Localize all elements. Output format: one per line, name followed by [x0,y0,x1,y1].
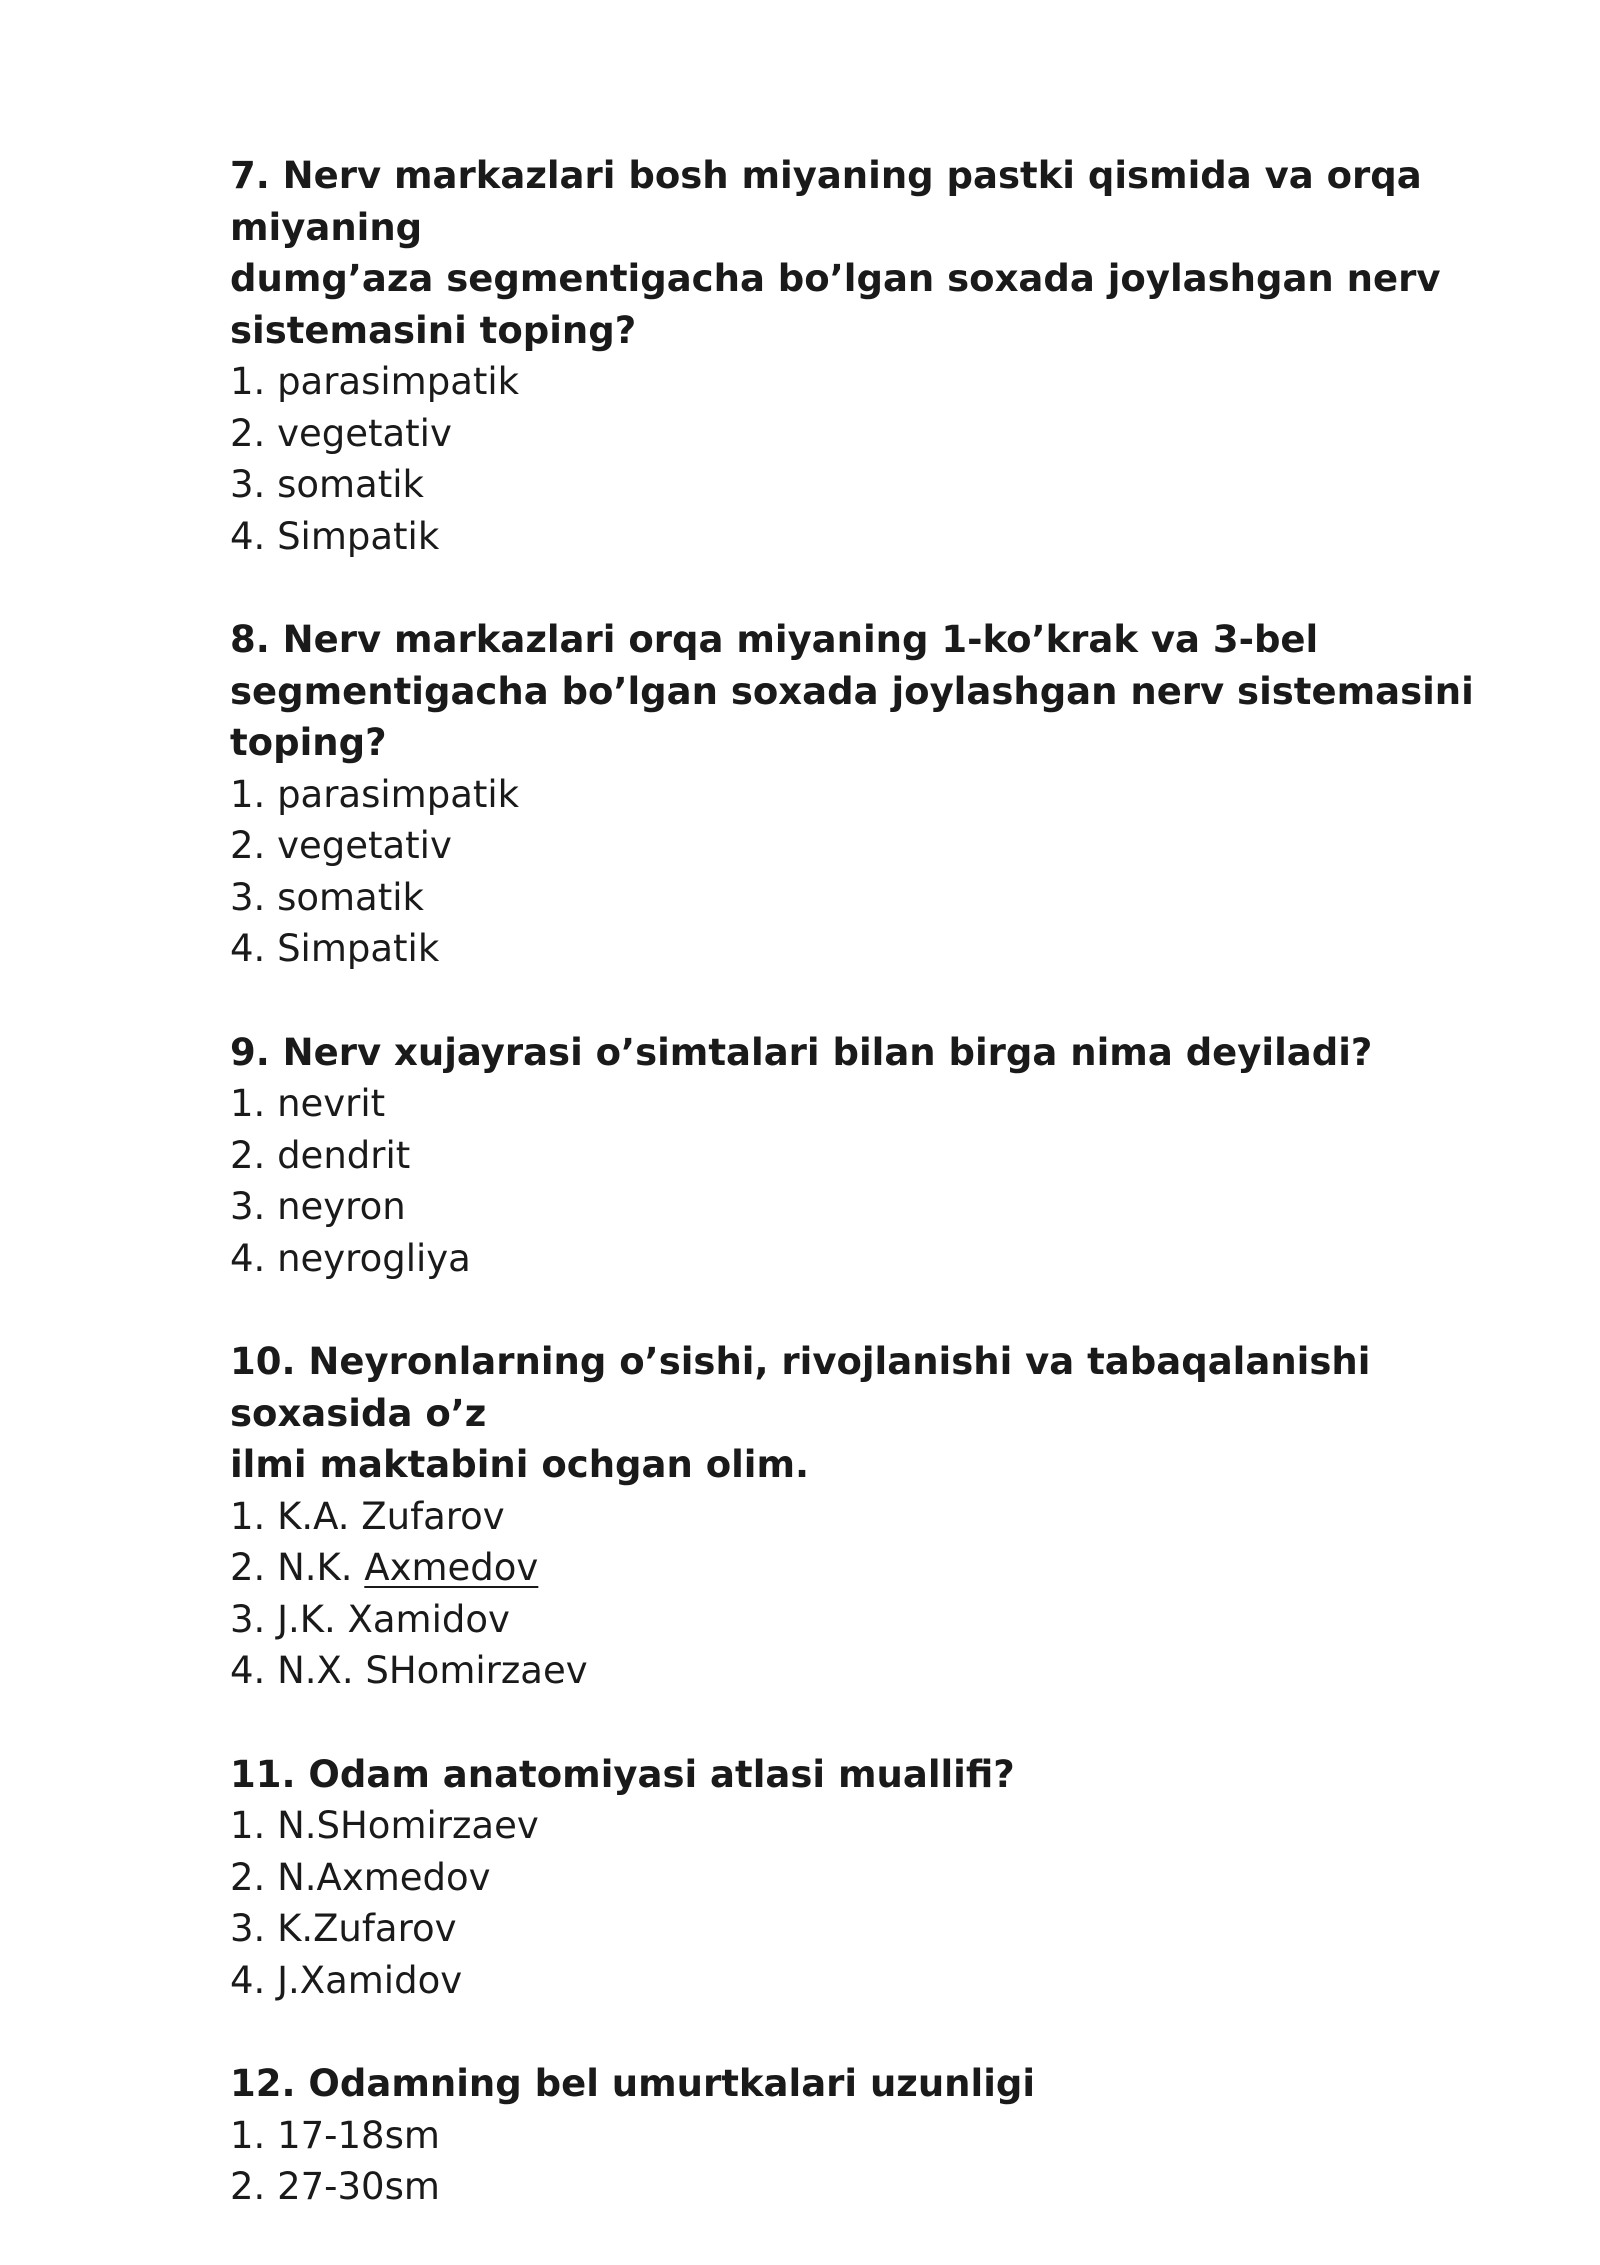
question-title: 12. Odamning bel umurtkalari uzunligi [230,2062,1036,2105]
option-4: 4. Simpatik [230,514,440,558]
question-7 [230,150,1530,562]
option-4: 4. N.X. SHomirzaev [230,1649,588,1692]
option-2: 2. 27-30sm [230,2165,440,2208]
question-8 [230,614,1530,975]
option-2: 2. vegetativ [230,411,452,455]
option-4: 4. neyrogliya [230,1236,471,1280]
question-title: 8. Nerv markazlari orqa miyaning 1-ko’krak va 3-bel segmentigacha bo’lgan soxada joylashgan nerv sistemasini toping? [230,618,1474,764]
underlined-name: Axmedov [364,1546,539,1589]
option-list [230,356,1530,562]
question-10 [230,1336,1530,1697]
option-list [230,1491,1530,1697]
option-2: 2. N.Axmedov [230,1855,491,1899]
question-title: 9. Nerv xujayrasi o’simtalari bilan birga nima deyiladi? [230,1030,1373,1074]
option-4: 4. J.Xamidov [230,1958,463,2002]
option-1: 1. K.A. Zufarov [230,1494,505,1538]
option-list [230,769,1530,975]
document-page [230,150,1530,2265]
option-3: 3. J.K. Xamidov [230,1597,510,1641]
option-1: 1. N.SHomirzaev [230,1804,539,1847]
option-1: 1. parasimpatik [230,360,520,403]
question-title: 10. Neyronlarning o’sishi, rivojlanishi va tabaqalanishi soxasida o’z ilmi maktabini ochgan olim. [230,1340,1371,1486]
question-title: 11. Odam anatomiyasi atlasi muallifi? [230,1752,1015,1796]
option-list [230,2110,1530,2213]
question-9 [230,1027,1530,1285]
option-1: 1. parasimpatik [230,772,520,816]
option-3: 3. somatik [230,463,424,506]
option-list [230,1078,1530,1284]
option-1: 1. 17-18sm [230,2113,440,2157]
question-title: 7. Nerv markazlari bosh miyaning pastki qismida va orqa miyaning dumg’aza segmentigacha bo’lgan soxada joylashgan nerv sistemasini toping? [230,154,1441,352]
option-2: 2. vegetativ [230,824,452,867]
question-12 [230,2058,1530,2213]
option-2 [230,1542,1530,1594]
question-11 [230,1749,1530,2007]
option-3: 3. K.Zufarov [230,1907,457,1950]
option-1: 1. nevrit [230,1082,386,1125]
option-2: 2. dendrit [230,1133,411,1177]
option-3: 3. somatik [230,875,424,919]
option-4: 4. Simpatik [230,927,440,970]
option-3: 3. neyron [230,1185,406,1228]
option-list [230,1800,1530,2006]
option-prefix: 2. N.K. [230,1546,365,1589]
